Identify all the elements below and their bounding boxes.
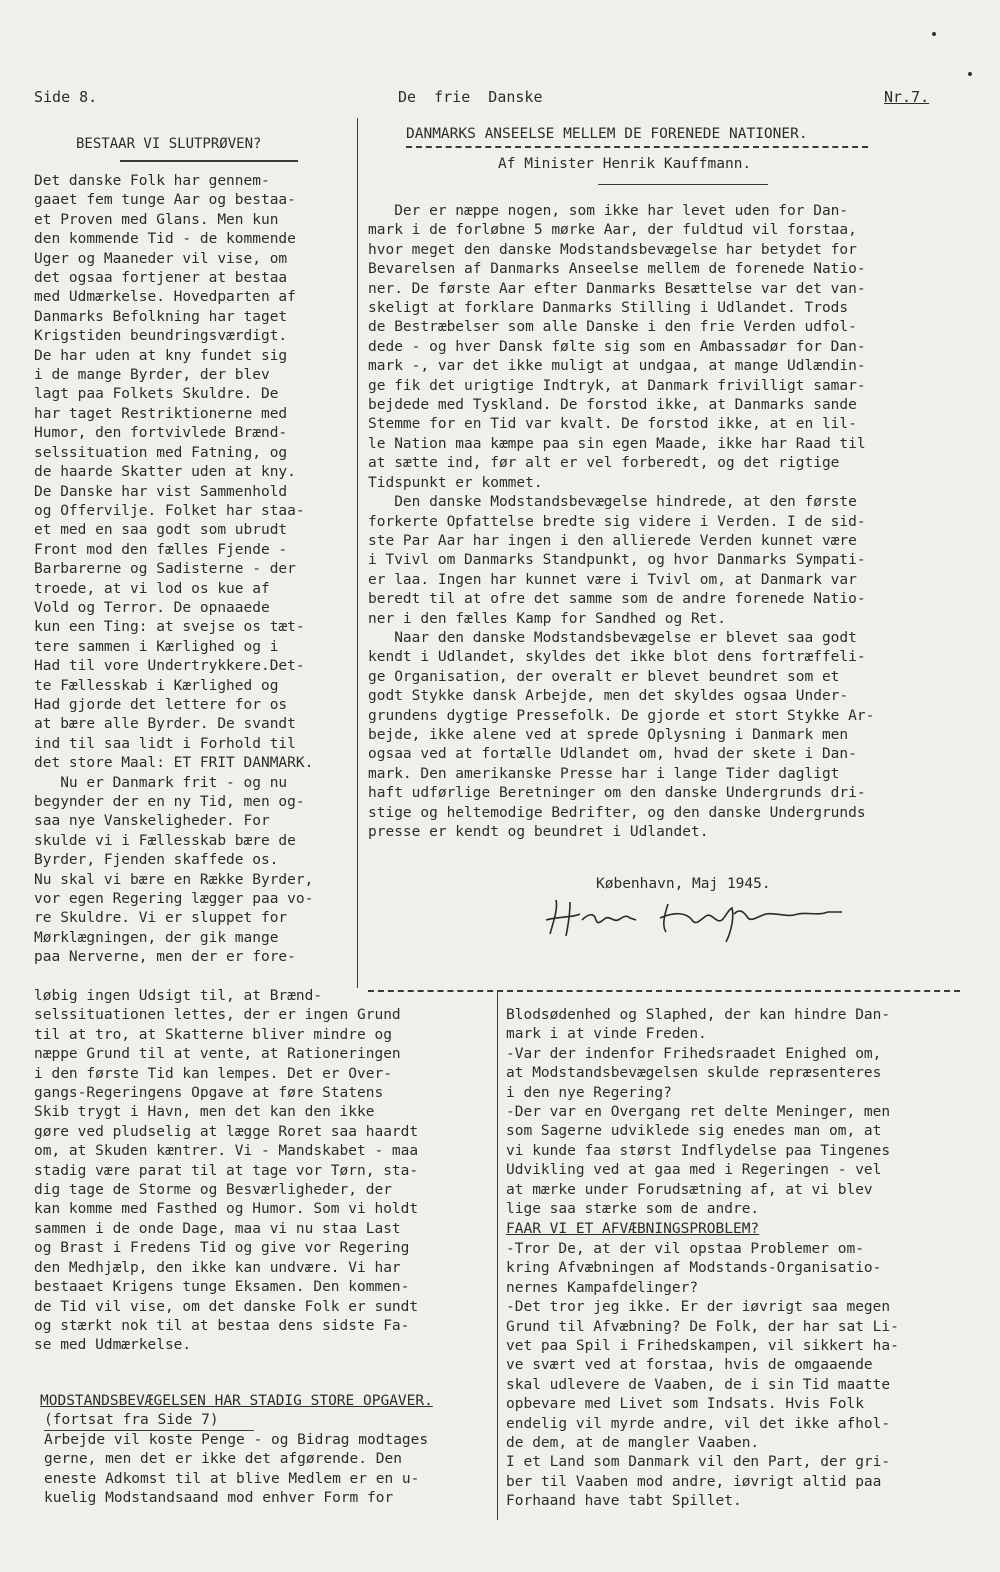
text-line: Mørklægningen, der gik mange [34, 929, 279, 946]
text-line: bestaaet Krigens tunge Eksamen. Den kommen- [34, 1279, 410, 1296]
text-line: og Brast i Fredens Tid og give vor Regering [34, 1240, 410, 1257]
text-line: troede, at vi lod os kue af [34, 580, 270, 597]
text-line: se med Udmærkelse. [34, 1337, 192, 1354]
text-line: gaaet fem tunge Aar og bestaa- [34, 192, 296, 209]
text-line: kan komme med Fasthed og Humor. Som vi holdt [34, 1201, 419, 1218]
text-line: kun een Ting: at svejse os tæt- [34, 619, 305, 636]
text-line: kendt i Udlandet, skyldes det ikke blot dens fortræffeli- [368, 649, 866, 666]
text-line: endelig vil myrde andre, vil det ikke afhol- [506, 1415, 891, 1432]
text-line: har taget Restriktionerne med [34, 405, 288, 422]
dateline: København, Maj 1945. [596, 876, 771, 892]
newspaper-title: De frie Danske [398, 88, 543, 106]
text-line: dig tage de Storme og Besværligheder, der [34, 1182, 392, 1199]
text-line: og Offervilje. Folket har staa- [34, 502, 305, 519]
text-line: Den danske Modstandsbevægelse hindrede, at den første [368, 494, 857, 511]
text-line: sammen i de onde Dage, maa vi nu staa Last [34, 1220, 401, 1237]
interview-body-b [506, 1240, 899, 1512]
text-line: de haarde Skatter uden at kny. [34, 464, 296, 481]
left-article-title: BESTAAR VI SLUTPRØVEN? [76, 136, 262, 152]
interview-body-a [506, 1006, 890, 1219]
right-article-body [368, 202, 874, 842]
signature-image [536, 890, 856, 950]
text-line: Grund til Afvæbning? De Folk, der har sat Li- [506, 1318, 899, 1335]
text-line: ste Par Aar har ingen i den allierede Verden kunnet være [368, 532, 857, 549]
text-line: et Proven med Glans. Men kun [34, 211, 279, 228]
text-line: mark i de forløbne 5 mørke Aar, der fuldtud vil forstaa, [368, 222, 857, 239]
text-line: ve svært ved at forstaa, hvis de omgaaende [506, 1357, 873, 1374]
text-line: mark -, var det ikke muligt at undgaa, at mange Udlændin- [368, 358, 866, 375]
signature-stroke [660, 904, 842, 942]
text-line: at mærke under Forudsætning af, at vi blev [506, 1181, 873, 1198]
text-line: grundens dygtige Pressefolk. De gjorde et stort Stykke Ar- [368, 707, 875, 724]
text-line: lagt paa Folkets Skuldre. De [34, 386, 279, 403]
text-line: ge Organisation, der overalt er blevet beundret som et [368, 668, 840, 685]
section-divider [368, 990, 960, 992]
text-line: re Skuldre. Vi er sluppet for [34, 910, 288, 927]
ink-speck [968, 72, 972, 76]
byline-underline [598, 184, 768, 185]
text-line: som Sagerne udviklede sig enedes man om, at [506, 1123, 882, 1140]
text-line: ogsaa ved at fortælle Udlandet om, hvad der skete i Dan- [368, 746, 857, 763]
text-line: et med en saa godt som ubrudt [34, 522, 288, 539]
text-line: gangs-Regeringens Opgave at føre Statens [34, 1085, 384, 1102]
text-line: Nu skal vi bære en Række Byrder, [34, 871, 314, 888]
text-line: at bære alle Byrder. De svandt [34, 716, 296, 733]
text-line: bejdede med Tyskland. De forstod ikke, at Danmarks sande [368, 397, 857, 414]
text-line: Nu er Danmark frit - og nu [34, 774, 288, 791]
text-line: ind til saa lidt i Forhold til [34, 735, 296, 752]
left-article-continuation [34, 987, 418, 1356]
text-line: godt Stykke dansk Arbejde, men det skyldes ogsaa Under- [368, 688, 849, 705]
text-line: Danmarks Befolkning har taget [34, 308, 288, 325]
text-line: Had til vore Undertrykkere.Det- [34, 658, 305, 675]
text-line: te Fællesskab i Kærlighed og [34, 677, 279, 694]
text-line: i den første Tid kan lempes. Det er Over- [34, 1065, 392, 1082]
text-line: Udvikling ved at gaa med i Regeringen - vel [506, 1162, 882, 1179]
text-line: Had gjorde det lettere for os [34, 696, 288, 713]
text-line: kuelig Modstandsaand mod enhver Form for [44, 1490, 394, 1507]
text-line: den Medhjælp, den ikke kan undvære. Vi har [34, 1259, 401, 1276]
text-line: stige og heltemodige Bedrifter, og den danske Undergrunds [368, 804, 866, 821]
text-line: skeligt at forklare Danmarks Stilling i Udlandet. Trods [368, 300, 849, 317]
text-line: hvor meget den danske Modstandsbevægelse har betydet for [368, 241, 857, 258]
text-line: kring Afvæbningen af Modstands-Organisatio- [506, 1260, 882, 1277]
text-line: haft udførlige Beretninger om den danske Undergrunds dri- [368, 785, 866, 802]
left-article-body [34, 172, 313, 968]
text-line: med Udmærkelse. Hovedparten af [34, 289, 296, 306]
text-line: ner. De første Aar efter Danmarks Besættelse var det van- [368, 280, 866, 297]
text-line: de Tid vil vise, om det danske Folk er sundt [34, 1298, 419, 1315]
text-line: at Modstandsbevægelsen skulde repræsenteres [506, 1065, 882, 1082]
text-line: næppe Grund til at vente, at Rationeringen [34, 1046, 401, 1063]
text-line: Der er næppe nogen, som ikke har levet uden for Dan- [368, 203, 849, 219]
text-line: vet paa Spil i Frihedskampen, vil sikkert ha- [506, 1338, 899, 1355]
text-line: opbevare med Livet som Indsats. Hvis Folk [506, 1396, 864, 1413]
text-line: Blodsødenhed og Slaphed, der kan hindre Dan- [506, 1007, 891, 1023]
text-line: dede - og hver Dansk følte sig som en Ambassadør for Dan- [368, 338, 866, 355]
text-line: Skib trygt i Havn, men det kan den ikke [34, 1104, 375, 1121]
text-line: Stemme for en Tid var kvalt. De forstod ikke, at en lil- [368, 416, 857, 433]
text-line: Bevarelsen af Danmarks Anseelse mellem de forenede Natio- [368, 261, 866, 278]
text-line: i de mange Byrder, der blev [34, 367, 270, 384]
text-line: Byrder, Fjenden skaffede os. [34, 852, 279, 869]
text-line: mark. Den amerikanske Presse har i lange Tider dagligt [368, 765, 840, 782]
text-line: begynder der en ny Tid, men og- [34, 794, 305, 810]
column-divider-bottom [497, 990, 498, 1520]
text-line: gøre ved pludselig at lægge Roret saa haardt [34, 1123, 419, 1140]
text-line: presse er kendt og beundret i Udlandet. [368, 824, 709, 840]
text-line: paa Nerverne, men der er fore- [34, 949, 296, 966]
text-line: De har uden at kny fundet sig [34, 347, 288, 364]
text-line: vor egen Regering lægger paa vo- [34, 891, 314, 908]
bottom-left-heading: MODSTANDSBEVÆGELSEN HAR STADIG STORE OPGAVER. [40, 1393, 433, 1409]
text-line: mark i at vinde Freden. [506, 1026, 707, 1043]
text-line: i den nye Regering? [506, 1084, 672, 1101]
text-line: eneste Adkomst til at blive Medlem er en u- [44, 1470, 420, 1487]
text-line: løbig ingen Udsigt til, at Brænd- [34, 988, 323, 1004]
text-line: ge fik det urigtige Indtryk, at Danmark frivilligt samar- [368, 377, 866, 394]
text-line: I et Land som Danmark vil den Part, der gri- [506, 1454, 891, 1471]
text-line: De Danske har vist Sammenhold [34, 483, 288, 500]
text-line: saa nye Vanskeligheder. For [34, 813, 270, 830]
text-line: Forhaand have tabt Spillet. [506, 1493, 742, 1510]
text-line: er laa. Ingen har kunnet være i Tvivl om, at Danmark var [368, 571, 857, 588]
text-line: Vold og Terror. De opnaaede [34, 599, 270, 616]
page-number: Side 8. [34, 88, 98, 106]
text-line: selssituationen lettes, der er ingen Grund [34, 1007, 401, 1024]
bottom-left-subheading: (fortsat fra Side 7) [44, 1412, 219, 1428]
text-line: gerne, men det er ikke det afgørende. Den [44, 1451, 402, 1468]
text-line: Barbarerne og Sadisterne - der [34, 561, 296, 578]
text-line: -Der var en Overgang ret delte Meninger, men [506, 1104, 891, 1121]
right-title-underline [406, 146, 868, 148]
text-line: skal udlevere de Vaaben, de i sin Tid maatte [506, 1376, 891, 1393]
text-line: Uger og Maaneder vil vise, om [34, 250, 288, 267]
ink-speck [932, 32, 936, 36]
text-line: forkerte Opfattelse bredte sig videre i Verden. I de sid- [368, 513, 866, 530]
text-line: i Tvivl om Danmarks Standpunkt, og hvor Danmarks Sympati- [368, 552, 866, 569]
text-line: lige saa stærke som de andre. [506, 1201, 760, 1218]
text-line: Arbejde vil koste Penge - og Bidrag modtages [44, 1432, 429, 1448]
bottom-left-body [44, 1431, 428, 1509]
text-line: de dem, at de mangler Vaaben. [506, 1435, 760, 1452]
text-line: og stærkt nok til at bestaa dens sidste Fa- [34, 1317, 410, 1334]
text-line: stadig være parat til at tage vor Tørn, sta- [34, 1162, 419, 1179]
text-line: ber til Vaaben mod andre, iøvrigt altid paa [506, 1473, 882, 1490]
text-line: bejde, ikke alene ved at sprede Oplysning i Danmark men [368, 726, 849, 743]
text-line: selssituation med Fatning, og [34, 444, 288, 461]
interview-subheading: FAAR VI ET AFVÆBNINGSPROBLEM? [506, 1221, 760, 1237]
signature-stroke [546, 900, 636, 936]
text-line: de Bestræbelser som alle Danske i den frie Verden udfol- [368, 319, 857, 336]
text-line: til at tro, at Skatterne bliver mindre og [34, 1026, 392, 1043]
text-line: om, at Skuden kæntrer. Vi - Mandskabet - maa [34, 1143, 419, 1160]
issue-number: Nr.7. [884, 88, 930, 106]
text-line: Humor, den fortvivlede Brænd- [34, 425, 288, 442]
text-line: Tidspunkt er kommet. [368, 474, 543, 491]
text-line: -Var der indenfor Frihedsraadet Enighed om, [506, 1045, 882, 1062]
column-divider-top [357, 118, 358, 988]
text-line: Krigstiden beundringsværdigt. [34, 328, 288, 345]
text-line: Naar den danske Modstandsbevægelse er blevet saa godt [368, 629, 857, 646]
text-line: Det danske Folk har gennem- [34, 173, 270, 189]
text-line: beredt til at ofre det samme som de andre forenede Natio- [368, 591, 866, 608]
text-line: tere sammen i Kærlighed og i [34, 638, 279, 655]
text-line: det ogsaa fortjener at bestaa [34, 270, 288, 287]
text-line: den kommende Tid - de kommende [34, 231, 296, 248]
text-line: le Nation maa kæmpe paa sin egen Maade, ikke har Raad til [368, 435, 866, 452]
right-article-title: DANMARKS ANSEELSE MELLEM DE FORENEDE NATIONER. [406, 126, 808, 142]
text-line: -Tror De, at der vil opstaa Problemer om- [506, 1241, 864, 1257]
text-line: -Det tror jeg ikke. Er der iøvrigt saa megen [506, 1299, 891, 1316]
text-line: det store Maal: ET FRIT DANMARK. [34, 755, 314, 772]
text-line: ner i den fælles Kamp for Sandhed og Ret. [368, 610, 726, 627]
left-title-underline [120, 160, 298, 162]
text-line: Front mod den fælles Fjende - [34, 541, 288, 558]
text-line: vi kunde faa størst Indflydelse paa Tingenes [506, 1142, 891, 1159]
text-line: at sætte ind, før alt er vel forberedt, og det rigtige [368, 455, 840, 472]
right-article-byline: Af Minister Henrik Kauffmann. [498, 156, 752, 172]
text-line: nernes Kampafdelinger? [506, 1279, 699, 1296]
text-line: skulde vi i Fællesskab bære de [34, 832, 296, 849]
